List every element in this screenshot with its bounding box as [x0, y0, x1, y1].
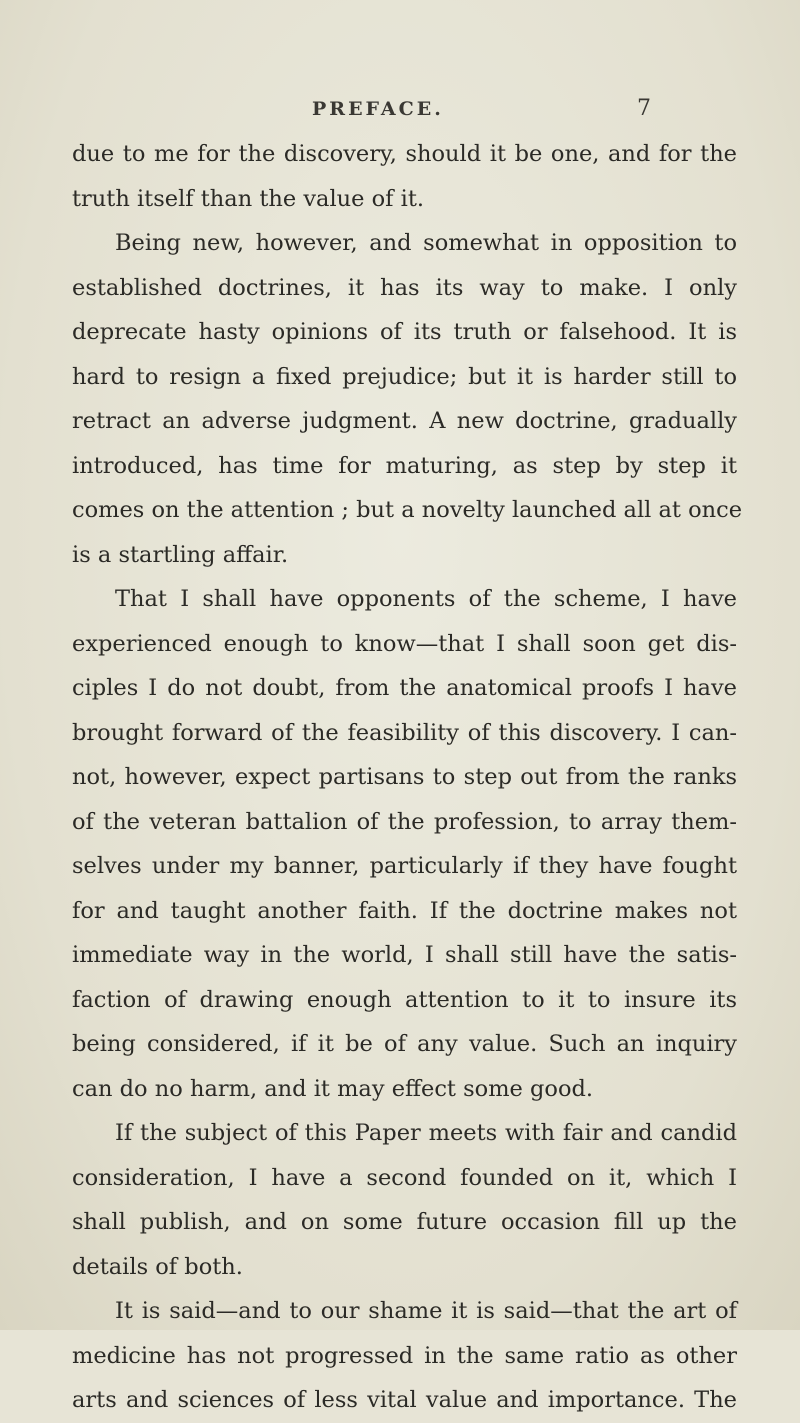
text-line: experienced enough to know—that I shall soon get dis- [72, 630, 737, 657]
text-line: faction of drawing enough attention to it to insure its [72, 986, 737, 1013]
text-line: being considered, if it be of any value. Such an inquiry [72, 1031, 737, 1057]
text-line: It is said—and to our shame it is said—that the art of [115, 1298, 737, 1324]
page-number: 7 [637, 96, 651, 121]
running-head [0, 92, 800, 132]
text-line: immediate way in the world, I shall still have the satis- [72, 942, 737, 968]
text-line: due to me for the discovery, should it be one, and for the [72, 141, 737, 167]
text-line: not, however, expect partisans to step out from the ranks [72, 764, 737, 790]
text-line: details of both. [72, 1253, 243, 1280]
text-line: truth itself than the value of it. [72, 185, 425, 212]
text-line: arts and sciences of less vital value and importance. The [72, 1387, 737, 1413]
text-line: can do no harm, and it may effect some good. [72, 1075, 594, 1102]
text-line: introduced, has time for maturing, as step by step it [72, 452, 737, 479]
text-line: hard to resign a fixed prejudice; but it is harder still to [72, 363, 737, 390]
text-line: established doctrines, it has its way to make. I only [72, 274, 737, 301]
text-line: Being new, however, and somewhat in opposition to [115, 230, 737, 256]
text-line: If the subject of this Paper meets with fair and candid [115, 1120, 737, 1146]
text-line: consideration, I have a second founded on it, which I [72, 1164, 737, 1191]
text-line: for and taught another faith. If the doctrine makes not [72, 897, 737, 924]
text-line: comes on the attention ; but a novelty launched all at once [72, 497, 743, 523]
text-line: medicine has not progressed in the same ratio as other [72, 1342, 737, 1369]
text-line: selves under my banner, particularly if they have fought [72, 853, 737, 879]
body-text [72, 132, 743, 1423]
text-line: That I shall have opponents of the scheme, I have [115, 586, 737, 612]
text-line: brought forward of the feasibility of this discovery. I can- [72, 719, 737, 746]
text-line: shall publish, and on some future occasion fill up the [72, 1209, 737, 1235]
text-line: is a startling affair. [72, 541, 289, 568]
text-line: retract an adverse judgment. A new doctrine, gradually [72, 408, 737, 434]
text-line: ciples I do not doubt, from the anatomical proofs I have [72, 675, 737, 701]
running-head-title: PREFACE. [312, 98, 444, 120]
text-line: deprecate hasty opinions of its truth or falsehood. It is [72, 319, 737, 345]
text-line: of the veteran battalion of the profession, to array them- [72, 808, 737, 835]
